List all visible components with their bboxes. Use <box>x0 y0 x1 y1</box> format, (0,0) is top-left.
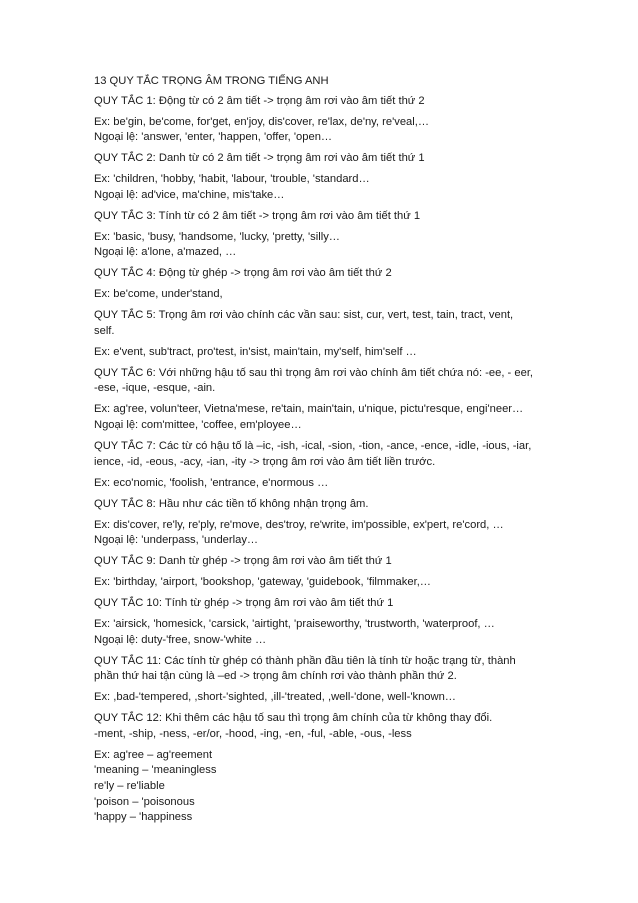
text-line: QUY TẮC 3: Tính từ có 2 âm tiết -> trọng âm rơi vào âm tiết thứ 1 <box>94 209 421 222</box>
text-line: Ex: be'come, under'stand, <box>94 288 223 301</box>
text-line: Ex: dis'cover, re'ly, re'ply, re'move, des'troy, re'write, im'possible, ex'pert, re'cord, … <box>94 518 504 531</box>
text-line: QUY TẮC 7: Các từ có hậu tố là –ic, -ish, -ical, -sion, -tion, -ance, -ence, -idle, -ious, -iar, <box>94 439 532 452</box>
text-line: QUY TẮC 6: Với những hậu tố sau thì trọng âm rơi vào chính âm tiết chứa nó: -ee, - eer, <box>94 366 534 379</box>
text-line: self. <box>94 324 115 337</box>
text-line: QUY TẮC 8: Hầu như các tiền tố không nhận trọng âm. <box>94 497 369 510</box>
text-block <box>94 690 598 706</box>
text-block <box>94 366 598 397</box>
text-line: Ex: ,bad-'tempered, ,short-'sighted, ,ill-'treated, ,well-'done, well-'known… <box>94 691 456 704</box>
text-block <box>94 345 598 361</box>
text-line: QUY TẮC 1: Động từ có 2 âm tiết -> trọng âm rơi vào âm tiết thứ 2 <box>94 94 425 107</box>
text-line: -ese, -ique, -esque, -ain. <box>94 382 216 395</box>
text-line: QUY TẮC 5: Trọng âm rơi vào chính các vần sau: sist, cur, vert, test, tain, tract, vent, <box>94 309 514 322</box>
text-line: QUY TẮC 11: Các tính từ ghép có thành phần đầu tiên là tính từ hoặc trạng từ, thành <box>94 654 516 667</box>
text-line: Ex: be'gin, be'come, for'get, en'joy, dis'cover, re'lax, de'ny, re'veal,… <box>94 115 430 128</box>
text-line: Ex: eco'nomic, 'foolish, 'entrance, e'normous … <box>94 476 329 489</box>
text-line: QUY TẮC 4: Động từ ghép -> trọng âm rơi vào âm tiết thứ 2 <box>94 267 392 280</box>
text-line: QUY TẮC 9: Danh từ ghép -> trọng âm rơi vào âm tiết thứ 1 <box>94 555 392 568</box>
text-block <box>94 172 598 203</box>
text-block <box>94 209 598 225</box>
text-line: Ngoại lệ: a'lone, a'mazed, … <box>94 246 237 259</box>
text-line: Ngoại lệ: 'underpass, 'underlay… <box>94 534 259 547</box>
text-line: phần thứ hai tận cùng là –ed -> trọng âm chính rơi vào thành phần thứ 2. <box>94 670 457 683</box>
text-block <box>94 554 598 570</box>
text-line: Ngoại lệ: com'mittee, 'coffee, em'ployee… <box>94 418 302 431</box>
document-title: 13 QUY TẮC TRỌNG ÂM TRONG TIẾNG ANH <box>94 75 329 87</box>
text-line: Ex: 'airsick, 'homesick, 'carsick, 'airtight, 'praiseworthy, 'trustworth, 'waterproof, … <box>94 618 495 631</box>
text-line: Ngoại lệ: 'answer, 'enter, 'happen, 'offer, 'open… <box>94 131 333 144</box>
text-block <box>94 497 598 513</box>
text-line: Ex: e'vent, sub'tract, pro'test, in'sist, main'tain, my'self, him'self … <box>94 345 417 358</box>
text-line: Ex: ag'ree, volun'teer, Vietna'mese, re'tain, main'tain, u'nique, pictu'resque, engi'neer… <box>94 403 524 416</box>
text-line: QUY TẮC 2: Danh từ có 2 âm tiết -> trọng âm rơi vào âm tiết thứ 1 <box>94 152 425 165</box>
text-line: Ex: 'children, 'hobby, 'habit, 'labour, 'trouble, 'standard… <box>94 173 370 186</box>
text-block <box>94 654 598 685</box>
text-line: QUY TẮC 10: Tính từ ghép -> trọng âm rơi vào âm tiết thứ 1 <box>94 597 394 610</box>
text-block <box>94 115 598 146</box>
text-line: ience, -id, -eous, -acy, -ian, -ity -> trọng âm rơi vào âm tiết liền trước. <box>94 455 436 468</box>
text-line: 'poison – 'poisonous <box>94 795 195 808</box>
text-line: 'meaning – 'meaningless <box>94 764 217 777</box>
text-block <box>94 402 598 433</box>
text-block <box>94 575 598 591</box>
text-line: re'ly – re'liable <box>94 779 165 792</box>
text-block <box>94 230 598 261</box>
text-block <box>94 711 598 742</box>
document-body <box>94 94 598 826</box>
text-block <box>94 518 598 549</box>
text-block <box>94 439 598 470</box>
text-line: Ngoại lệ: duty-'free, snow-'white … <box>94 633 267 646</box>
text-line: Ex: 'basic, 'busy, 'handsome, 'lucky, 'pretty, 'silly… <box>94 230 340 243</box>
text-block <box>94 151 598 167</box>
text-line: Ex: ag'ree – ag'reement <box>94 748 213 761</box>
text-line: Ex: 'birthday, 'airport, 'bookshop, 'gateway, 'guidebook, 'filmmaker,… <box>94 576 431 589</box>
text-line: 'happy – 'happiness <box>94 811 193 824</box>
text-line: -ment, -ship, -ness, -er/or, -hood, -ing, -en, -ful, -able, -ous, -less <box>94 727 412 740</box>
text-line: QUY TẮC 12: Khi thêm các hậu tố sau thì trọng âm chính của từ không thay đổi. <box>94 712 493 725</box>
text-block <box>94 308 598 339</box>
text-block <box>94 266 598 282</box>
text-block <box>94 596 598 612</box>
text-block <box>94 476 598 492</box>
text-block <box>94 617 598 648</box>
text-line: Ngoại lệ: ad'vice, ma'chine, mis'take… <box>94 188 285 201</box>
text-block <box>94 748 598 826</box>
text-block <box>94 94 598 110</box>
text-block <box>94 287 598 303</box>
